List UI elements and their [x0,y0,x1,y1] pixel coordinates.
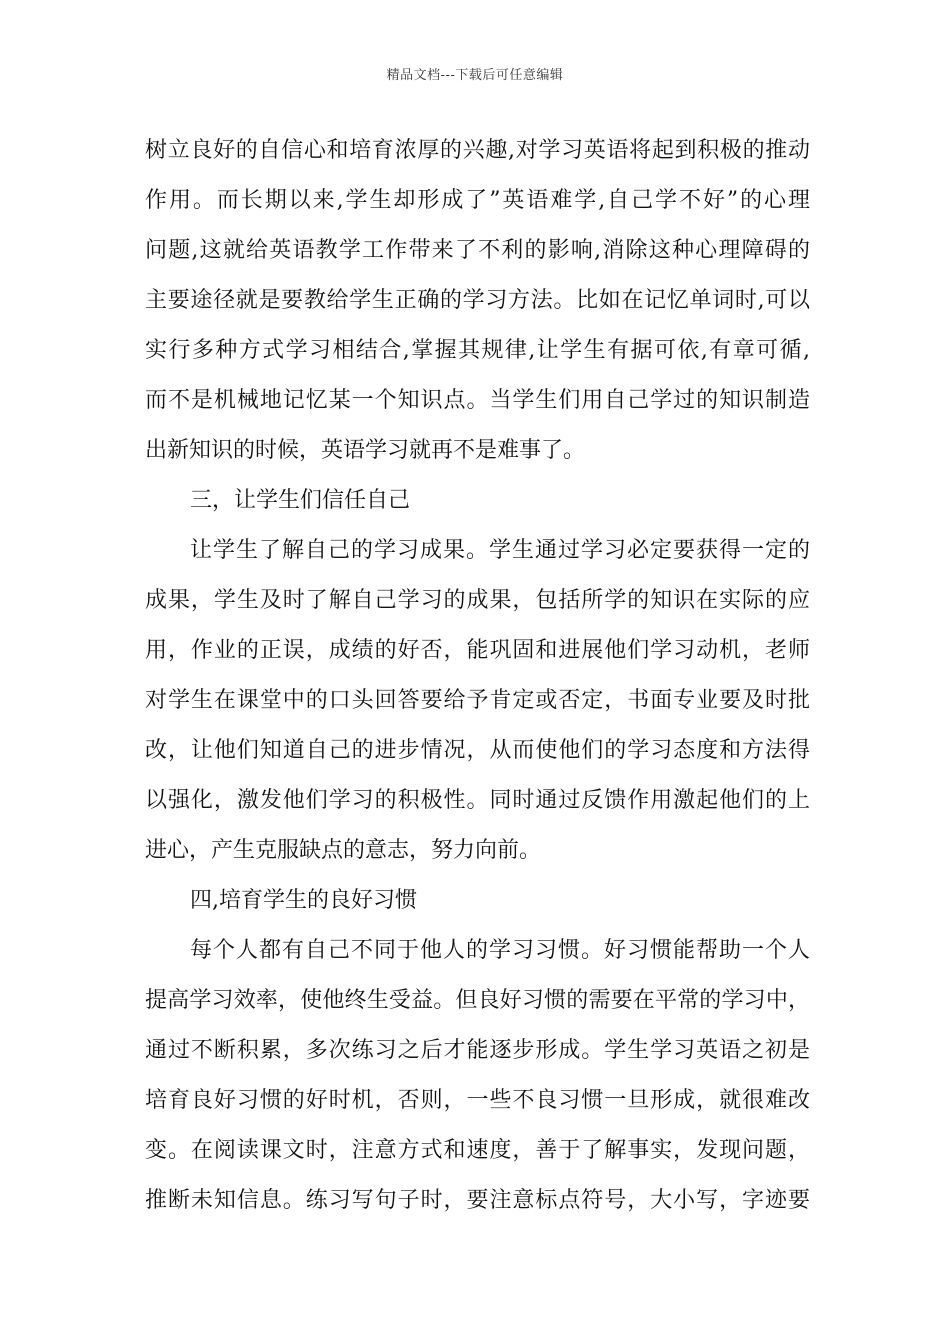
text-line: 推断未知信息。练习写句子时，要注意标点符号，大小写，字迹要 [145,1188,810,1213]
text-line: 树立良好的自信心和培育浓厚的兴趣,对学习英语将起到积极的推动 [145,138,810,163]
text-line: 而不是机械地记忆某一个知识点。当学生们用自己学过的知识制造 [145,388,810,413]
page-header: 精品文档---下载后可任意编辑 [386,68,564,83]
text-line: 提高学习效率，使他终生受益。但良好习惯的需要在平常的学习中， [145,988,810,1013]
section-heading: 三，让学生们信任自己 [190,488,411,513]
text-line: 作用。而长期以来,学生却形成了”英语难学,自己学不好”的心理 [145,188,810,213]
text-line: 每个人都有自己不同于他人的学习习惯。好习惯能帮助一个人 [190,938,810,963]
text-line: 对学生在课堂中的口头回答要给予肯定或否定，书面专业要及时批 [145,688,810,713]
text-line: 用，作业的正误，成绩的好否，能巩固和进展他们学习动机，老师 [145,638,810,663]
text-line: 培育良好习惯的好时机，否则，一些不良习惯一旦形成，就很难改 [145,1088,810,1113]
text-line: 成果，学生及时了解自己学习的成果，包括所学的知识在实际的应 [145,588,810,613]
text-line: 进心，产生克服缺点的意志，努力向前。 [145,838,542,863]
text-line: 让学生了解自己的学习成果。学生通过学习必定要获得一定的 [190,538,810,563]
text-line: 通过不断积累，多次练习之后才能逐步形成。学生学习英语之初是 [145,1038,810,1063]
text-line: 以强化，激发他们学习的积极性。同时通过反馈作用激起他们的上 [145,788,810,813]
text-line: 改，让他们知道自己的进步情况，从而使他们的学习态度和方法得 [145,738,810,763]
text-line: 主要途径就是要教给学生正确的学习方法。比如在记忆单词时,可以 [145,288,810,313]
text-line: 出新知识的时候，英语学习就再不是难事了。 [145,438,586,463]
text-line: 变。在阅读课文时，注意方式和速度，善于了解事实，发现问题， [145,1138,810,1163]
section-heading: 四,培育学生的良好习惯 [190,888,417,913]
text-line: 问题,这就给英语教学工作带来了不利的影响,消除这种心理障碍的 [145,238,810,263]
text-line: 实行多种方式学习相结合,掌握其规律,让学生有据可依,有章可循, [145,338,810,363]
body-text [145,126,810,1226]
